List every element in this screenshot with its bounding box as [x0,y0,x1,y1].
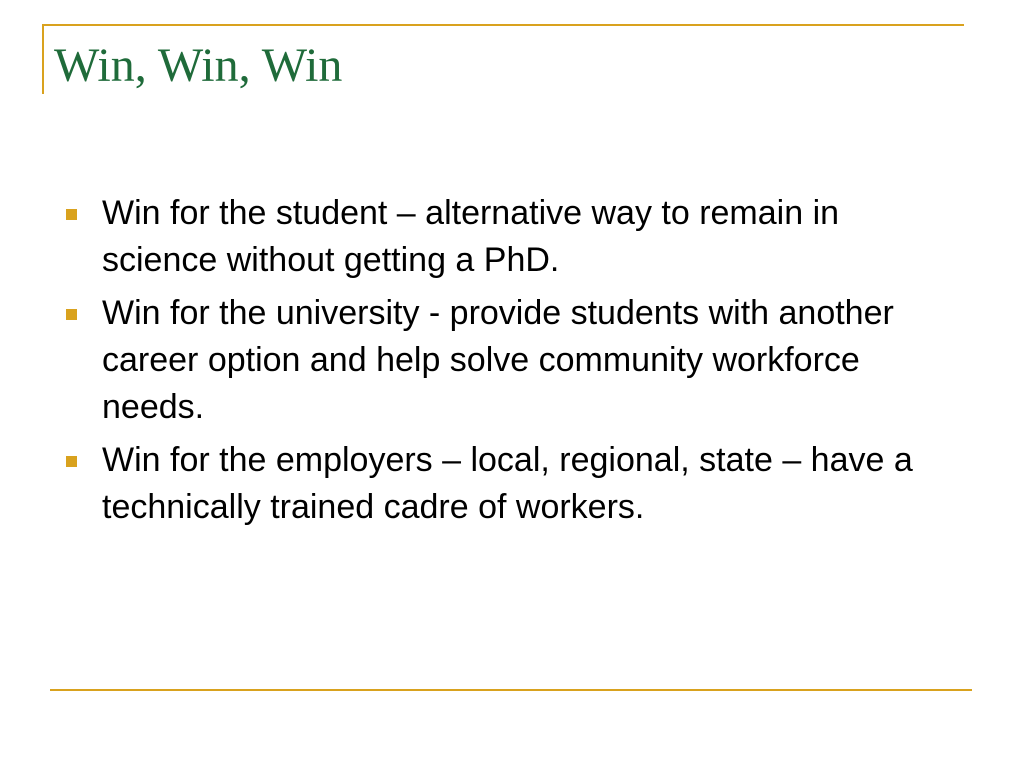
bullet-item-employers [62,437,962,531]
bullet-list [62,190,962,537]
left-accent-line [42,24,44,94]
square-bullet-icon [66,456,77,467]
top-accent-line [42,24,964,26]
bullet-text: Win for the student – alternative way to remain in science without getting a PhD. [102,194,840,279]
slide-title: Win, Win, Win [54,39,343,92]
bullet-text: Win for the employers – local, regional, state – have a technically trained cadre of workers. [102,441,913,526]
bullet-text: Win for the university - provide students with another career option and help solve community workforce needs. [102,294,894,426]
bottom-accent-line [50,689,972,691]
bullet-item-university [62,290,962,431]
square-bullet-icon [66,309,77,320]
square-bullet-icon [66,209,77,220]
bullet-item-student [62,190,962,284]
